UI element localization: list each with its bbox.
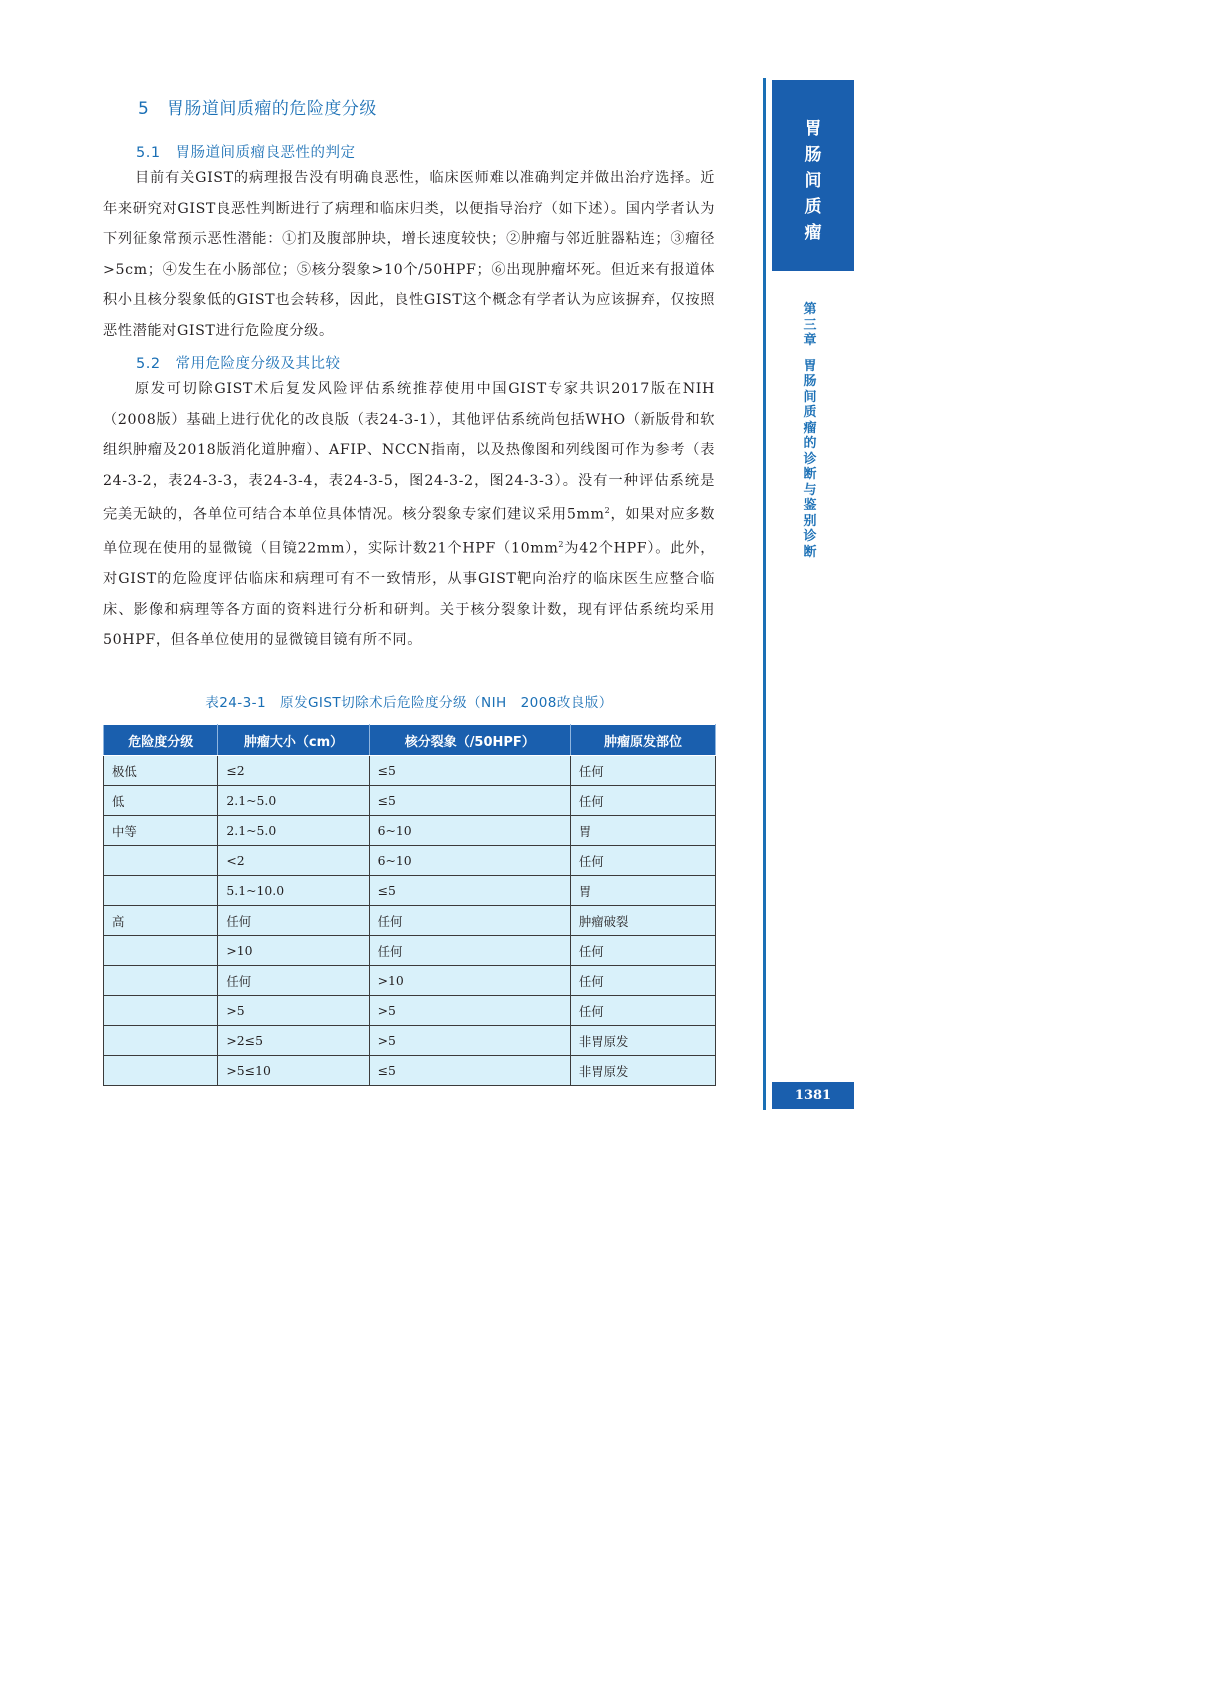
chapter-side-title (800, 302, 820, 560)
tab-char: 质 (804, 197, 822, 217)
page-number: 1381 (772, 1082, 854, 1109)
cell: 任何 (570, 996, 715, 1026)
cell: ≤5 (369, 756, 570, 786)
cell: 任何 (218, 906, 369, 936)
table-caption: 表24-3-1 原发GIST切除术后危险度分级（NIH 2008改良版） (205, 695, 613, 711)
cell: 高 (104, 906, 218, 936)
cell: ≤2 (218, 756, 369, 786)
cell: 6~10 (369, 816, 570, 846)
para-text-b: ，如果对应多数单位现在使用的显微镜（目镜22mm），实际计数21个HPF（10mm (103, 506, 715, 557)
table-row (104, 816, 716, 846)
superscript-2: 2 (558, 540, 565, 550)
cell: 中等 (104, 816, 218, 846)
cell: 任何 (570, 846, 715, 876)
side-char: 胃 (803, 358, 817, 374)
cell: 低 (104, 786, 218, 816)
table-row (104, 756, 716, 786)
side-char: 间 (803, 389, 817, 405)
superscript-2: 2 (604, 506, 611, 515)
cell: 任何 (369, 936, 570, 966)
header-risk-grade: 危险度分级 (104, 725, 218, 756)
table-row (104, 876, 716, 906)
side-char: 瘤 (803, 420, 817, 436)
cell: ≤5 (369, 1056, 570, 1086)
header-mitotic-count: 核分裂象（/50HPF） (369, 725, 570, 756)
side-char: 第 (803, 302, 817, 317)
cell: 胃 (570, 816, 715, 846)
cell: 5.1~10.0 (218, 876, 369, 906)
chapter-tab-label (772, 116, 854, 246)
side-gap (800, 349, 820, 359)
risk-table (103, 724, 716, 1086)
side-char: 断 (803, 544, 817, 560)
side-char: 质 (803, 405, 817, 420)
side-char: 诊 (803, 451, 817, 467)
paragraph-5-1: 目前有关GIST的病理报告没有明确良恶性，临床医师难以准确判定并做出治疗选择。近年来研究对GIST良恶性判断进行了病理和临床归类，以便指导治疗（如下述）。国内学者认为下列征象常预示恶性潜能：①扪及腹部肿块，增长速度较快；②肿瘤与邻近脏器粘连；③瘤径>5cm；④发生在小肠部位；⑤核分裂象>10个/50HPF；⑥出现肿瘤坏死。但近来有报道体积小且核分裂象低的GIST也会转移，因此，良性GIST这个概念有学者认为应该摒弃，仅按照恶性潜能对GIST进行危险度分级。 (103, 170, 715, 339)
side-char: 鉴 (803, 498, 817, 513)
side-char: 与 (803, 482, 817, 498)
cell: <2 (218, 846, 369, 876)
margin-rule (763, 78, 766, 1110)
cell: 任何 (570, 756, 715, 786)
cell: >5 (218, 996, 369, 1026)
cell: >5 (369, 1026, 570, 1056)
para-text-a: 原发可切除GIST术后复发风险评估系统推荐使用中国GIST专家共识2017版在NIH（2008版）基础上进行优化的改良版（表24-3-1），其他评估系统尚包括WHO（新版骨和软组织肿瘤及2018版消化道肿瘤）、AFIP、NCCN指南，以及热像图和列线图可作为参考（表24-3-2，表24-3-3，表24-3-4，表24-3-5，图24-3-2，图24-3-3）。没有一种评估系统是完美无缺的，各单位可结合本单位具体情况。核分裂象专家们建议采用5mm (103, 381, 715, 523)
cell (104, 876, 218, 906)
cell: ≤5 (369, 876, 570, 906)
cell: 肿瘤破裂 (570, 906, 715, 936)
side-char: 诊 (803, 529, 817, 544)
cell: >2≤5 (218, 1026, 369, 1056)
para-text-c: 为42个HPF）。此外，对GIST的危险度评估临床和病理可有不一致情形，从事GIST靶向治疗的临床医生应整合临床、影像和病理等各方面的资料进行分析和研判。关于核分裂象计数，现有评估系统均采用50HPF，但各单位使用的显微镜目镜有所不同。 (103, 540, 715, 649)
paragraph-5-2 (103, 374, 715, 656)
subsection-title-5-1: 5.1 胃肠道间质瘤良恶性的判定 (136, 145, 356, 161)
side-char: 肠 (803, 374, 817, 389)
cell: 任何 (369, 906, 570, 936)
table-row (104, 846, 716, 876)
cell: 胃 (570, 876, 715, 906)
cell: 6~10 (369, 846, 570, 876)
cell: 非胃原发 (570, 1026, 715, 1056)
cell: 非胃原发 (570, 1056, 715, 1086)
cell: >5 (369, 996, 570, 1026)
side-char: 三 (803, 317, 817, 333)
tab-char: 肠 (804, 145, 822, 165)
cell: 任何 (570, 936, 715, 966)
table-row (104, 966, 716, 996)
cell: >5≤10 (218, 1056, 369, 1086)
chapter-tab (772, 80, 854, 271)
cell (104, 966, 218, 996)
side-char: 章 (803, 333, 817, 348)
subsection-title-5-2: 5.2 常用危险度分级及其比较 (136, 356, 341, 372)
section-title: 5 胃肠道间质瘤的危险度分级 (138, 99, 377, 119)
side-char: 断 (803, 467, 817, 482)
cell (104, 1056, 218, 1086)
cell: >10 (218, 936, 369, 966)
cell (104, 846, 218, 876)
cell: 任何 (570, 786, 715, 816)
cell: 极低 (104, 756, 218, 786)
side-char: 的 (803, 436, 817, 451)
cell: >10 (369, 966, 570, 996)
table-row (104, 996, 716, 1026)
table-header-row (104, 725, 716, 756)
cell: 任何 (570, 966, 715, 996)
table-row (104, 786, 716, 816)
cell (104, 1026, 218, 1056)
tab-char: 瘤 (804, 223, 822, 243)
table-row (104, 936, 716, 966)
header-tumor-size: 肿瘤大小（cm） (218, 725, 369, 756)
tab-char: 胃 (804, 119, 822, 139)
cell: ≤5 (369, 786, 570, 816)
table-row (104, 906, 716, 936)
table-row (104, 1056, 716, 1086)
cell: 2.1~5.0 (218, 816, 369, 846)
cell (104, 996, 218, 1026)
table-row (104, 1026, 716, 1056)
header-primary-site: 肿瘤原发部位 (570, 725, 715, 756)
cell: 任何 (218, 966, 369, 996)
cell (104, 936, 218, 966)
side-char: 别 (803, 513, 817, 529)
cell: 2.1~5.0 (218, 786, 369, 816)
tab-char: 间 (804, 171, 822, 191)
